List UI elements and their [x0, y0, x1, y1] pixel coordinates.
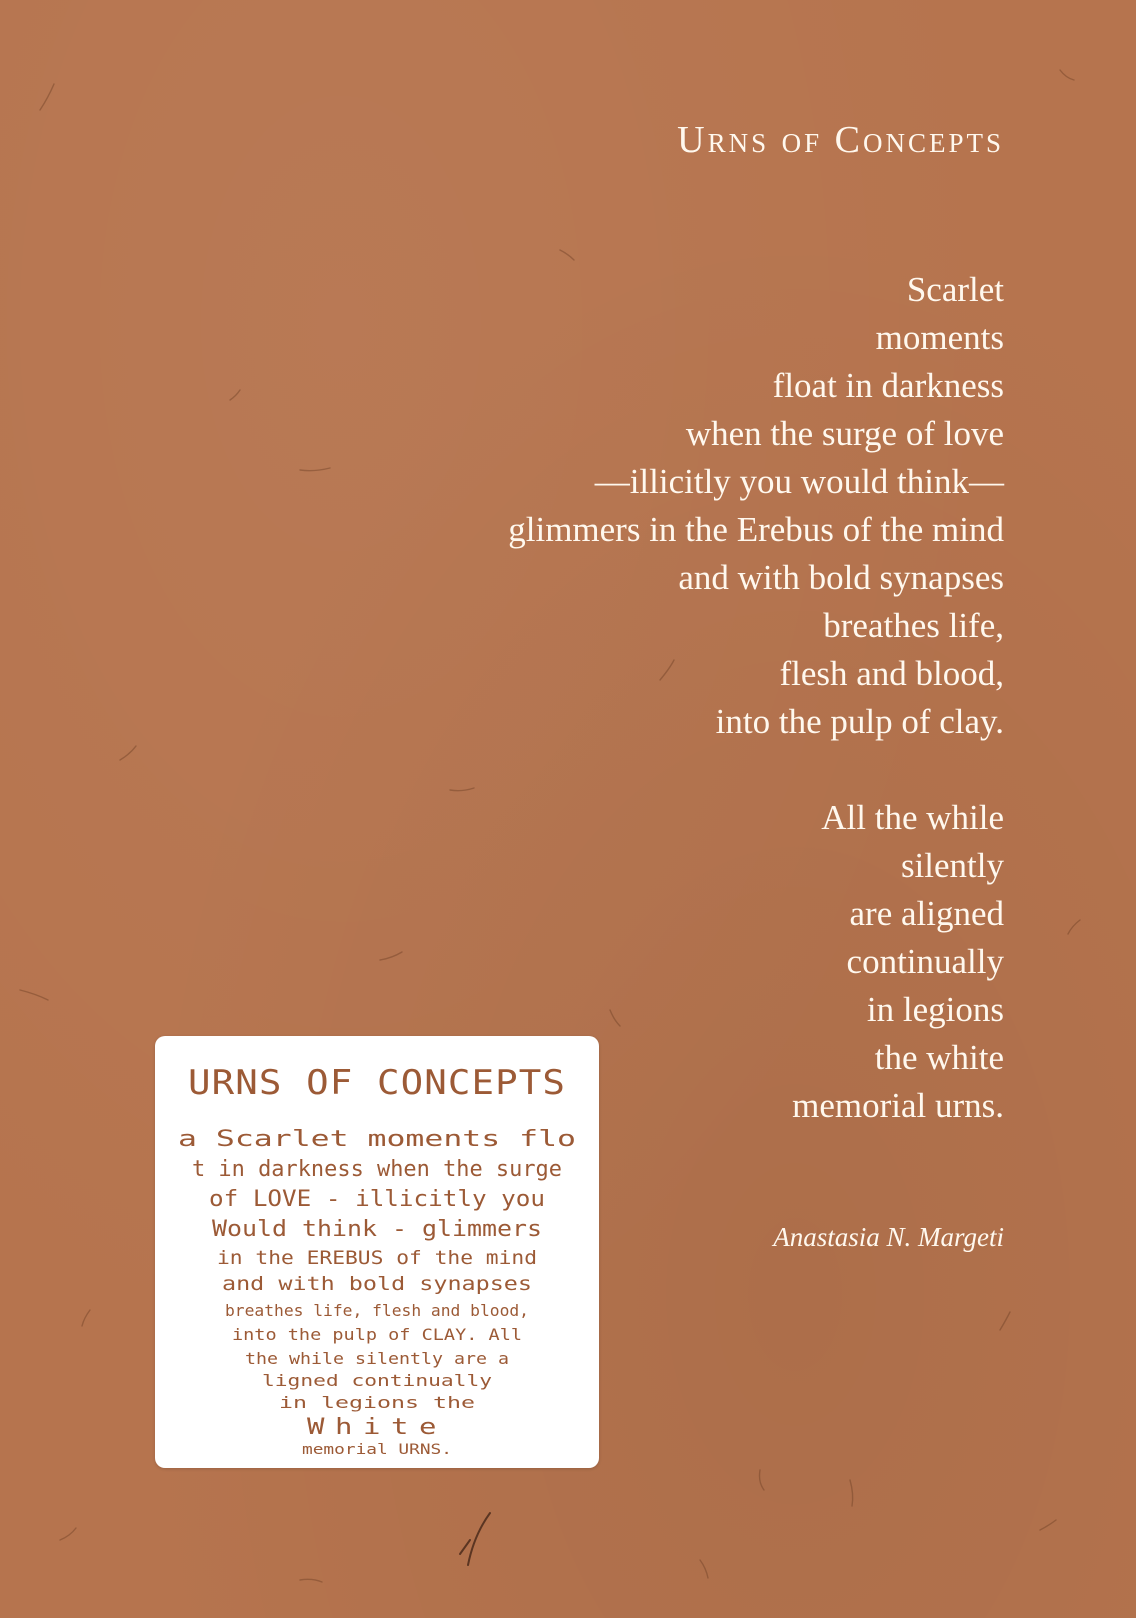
poem-line: into the pulp of clay. [715, 702, 1004, 741]
artwork-line: Would think - glimmers [212, 1217, 542, 1242]
poem-line: silently [900, 846, 1004, 885]
poem-line: All the while [821, 798, 1004, 837]
poem-line: memorial urns. [792, 1086, 1004, 1125]
poem-line: and with bold synapses [678, 558, 1004, 597]
poem-line: continually [846, 942, 1004, 981]
poem-line: —illicitly you would think— [594, 462, 1004, 501]
artwork-title: URNS OF CONCEPTS [188, 1063, 566, 1103]
artwork-line: in the EREBUS of the mind [217, 1247, 537, 1269]
poem-line: breathes life, [823, 606, 1004, 645]
artwork-line: and with bold synapses [222, 1273, 532, 1295]
poem-line: float in darkness [772, 366, 1004, 405]
artwork-line: memorial URNS. [302, 1442, 452, 1458]
author-name: Anastasia N. Margeti [773, 1222, 1004, 1252]
poem-stanza-1 [364, 266, 1004, 746]
poem-line: the white [874, 1038, 1004, 1077]
poem-line: glimmers in the Erebus of the mind [508, 510, 1004, 549]
artwork-line: of LOVE - illicitly you [209, 1187, 545, 1212]
urn-calligram [155, 1036, 599, 1468]
artwork-line: into the pulp of CLAY. All [232, 1325, 522, 1344]
poem-line: when the surge of love [685, 414, 1004, 453]
poem-line: are aligned [849, 894, 1004, 933]
poem-line: Scarlet [906, 270, 1004, 309]
artwork-line: t in darkness when the surge [192, 1157, 562, 1182]
artwork-line: a Scarlet moments flo [178, 1127, 576, 1152]
handwritten-urn-artwork [155, 1036, 599, 1468]
poem-line: moments [875, 318, 1004, 357]
poem-line: flesh and blood, [779, 654, 1004, 693]
artwork-line: in legions the [279, 1393, 475, 1412]
artwork-line: White [307, 1415, 447, 1440]
poem-line: in legions [866, 990, 1004, 1029]
artwork-line: breathes life, flesh and blood, [225, 1301, 529, 1320]
artwork-line: the while silently are a [245, 1349, 509, 1368]
artwork-line: ligned continually [262, 1371, 493, 1390]
poem-title: Urns of Concepts [677, 119, 1004, 161]
